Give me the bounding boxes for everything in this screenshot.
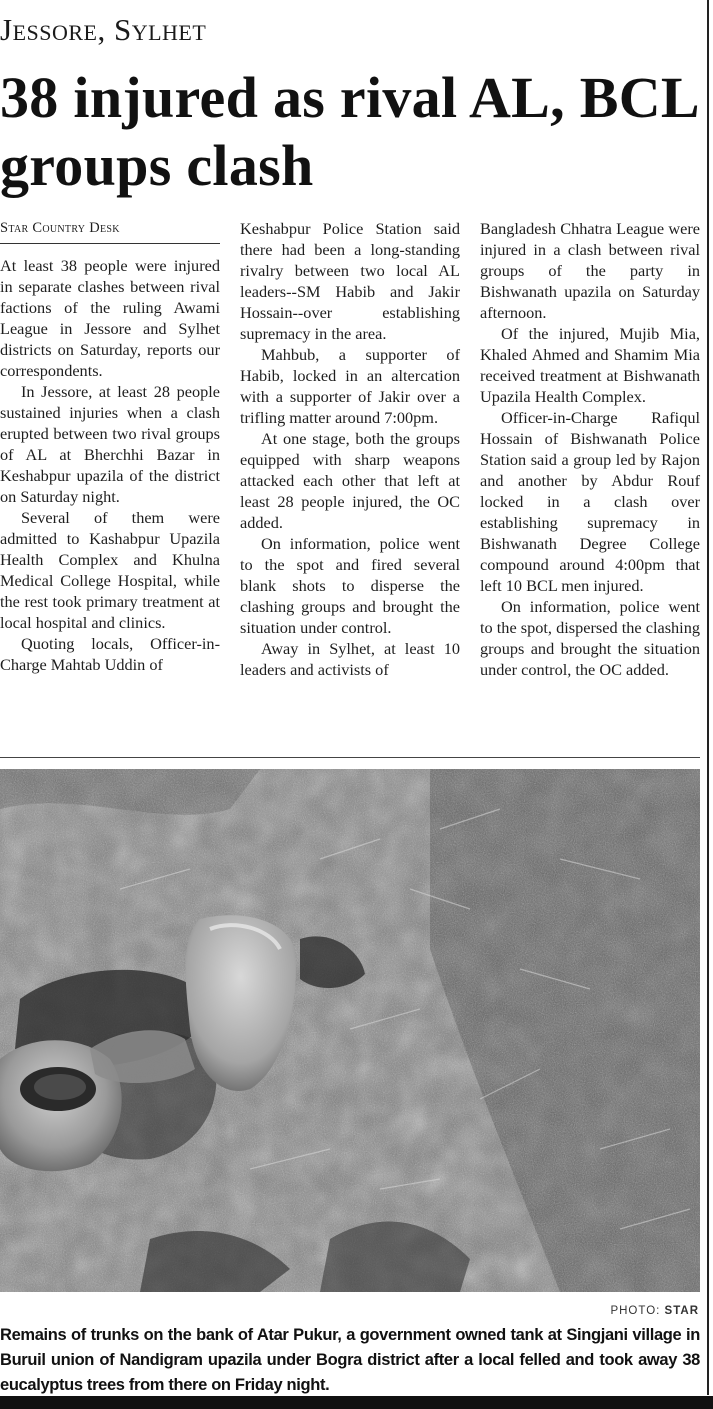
location-kicker: Jessore, Sylhet (0, 12, 207, 47)
paragraph: On information, police went to the spot, dispersed the clashing groups and brought the situation under control, the OC added. (480, 597, 700, 679)
article-column-3 (480, 218, 700, 680)
photo-caption: Remains of trunks on the bank of Atar Pukur, a government owned tank at Singjani village in Buruil union of Nandigram upazila under Bogra district after a local felled and took away 38 eucalyptus trees from there on Friday night. (0, 1326, 700, 1394)
credit-label: PHOTO: (610, 1305, 661, 1317)
paragraph: Several of them were admitted to Kashabpur Upazila Health Complex and Khulna Medical College Hospital, while the rest took primary treatment at local hospital and clinics. (0, 508, 220, 632)
paragraph: Bangladesh Chhatra League were injured in a clash between rival groups of the party in Bishwanath upazila on Saturday afternoon. (480, 219, 700, 322)
paragraph: Of the injured, Mujib Mia, Khaled Ahmed and Shamim Mia received treatment at Bishwanath Upazila Health Complex. (480, 324, 700, 406)
photo-credit (610, 1305, 699, 1317)
paragraph: On information, police went to the spot and fired several blank shots to disperse the clashing groups and brought the situation under control. (240, 534, 460, 637)
byline: Star Country Desk (0, 218, 220, 244)
news-photo (0, 769, 700, 1292)
credit-source: STAR (664, 1305, 699, 1317)
column-rule (707, 0, 709, 1395)
tree-stump-photo (0, 769, 700, 1292)
paragraph: At least 38 people were injured in separate clashes between rival factions of the ruling Awami League in Jessore and Sylhet districts on Saturday, reports our correspondents. (0, 256, 220, 380)
paragraph: Quoting locals, Officer-in-Charge Mahtab Uddin of (0, 634, 220, 674)
paragraph: Officer-in-Charge Rafiqul Hossain of Bishwanath Police Station said a group led by Rajon and another by Abdur Rouf locked in a clash over establishing supremacy in Bishwanath Degree College compound around 4:00pm that left 10 BCL men injured. (480, 408, 700, 595)
article-column-1 (0, 218, 220, 675)
headline: 38 injured as rival AL, BCL groups clash (0, 65, 697, 198)
paragraph: Mahbub, a supporter of Habib, locked in an altercation with a supporter of Jakir over a trifling matter around 7:00pm. (240, 345, 460, 427)
paragraph: In Jessore, at least 28 people sustained injuries when a clash erupted between two rival groups of AL at Bherchhi Bazar in Keshabpur upazila of the district on Saturday night. (0, 382, 220, 506)
paragraph: Keshabpur Police Station said there had been a long-standing rivalry between two local AL leaders--SM Habib and Jakir Hossain--over establishing supremacy in the area. (240, 219, 460, 343)
photo-divider (0, 757, 700, 758)
article-column-2 (240, 218, 460, 680)
page-edge-bar (0, 1396, 713, 1409)
paragraph: At one stage, both the groups equipped with sharp weapons attacked each other that left at least 28 people injured, the OC added. (240, 429, 460, 532)
paragraph: Away in Sylhet, at least 10 leaders and activists of (240, 639, 460, 679)
